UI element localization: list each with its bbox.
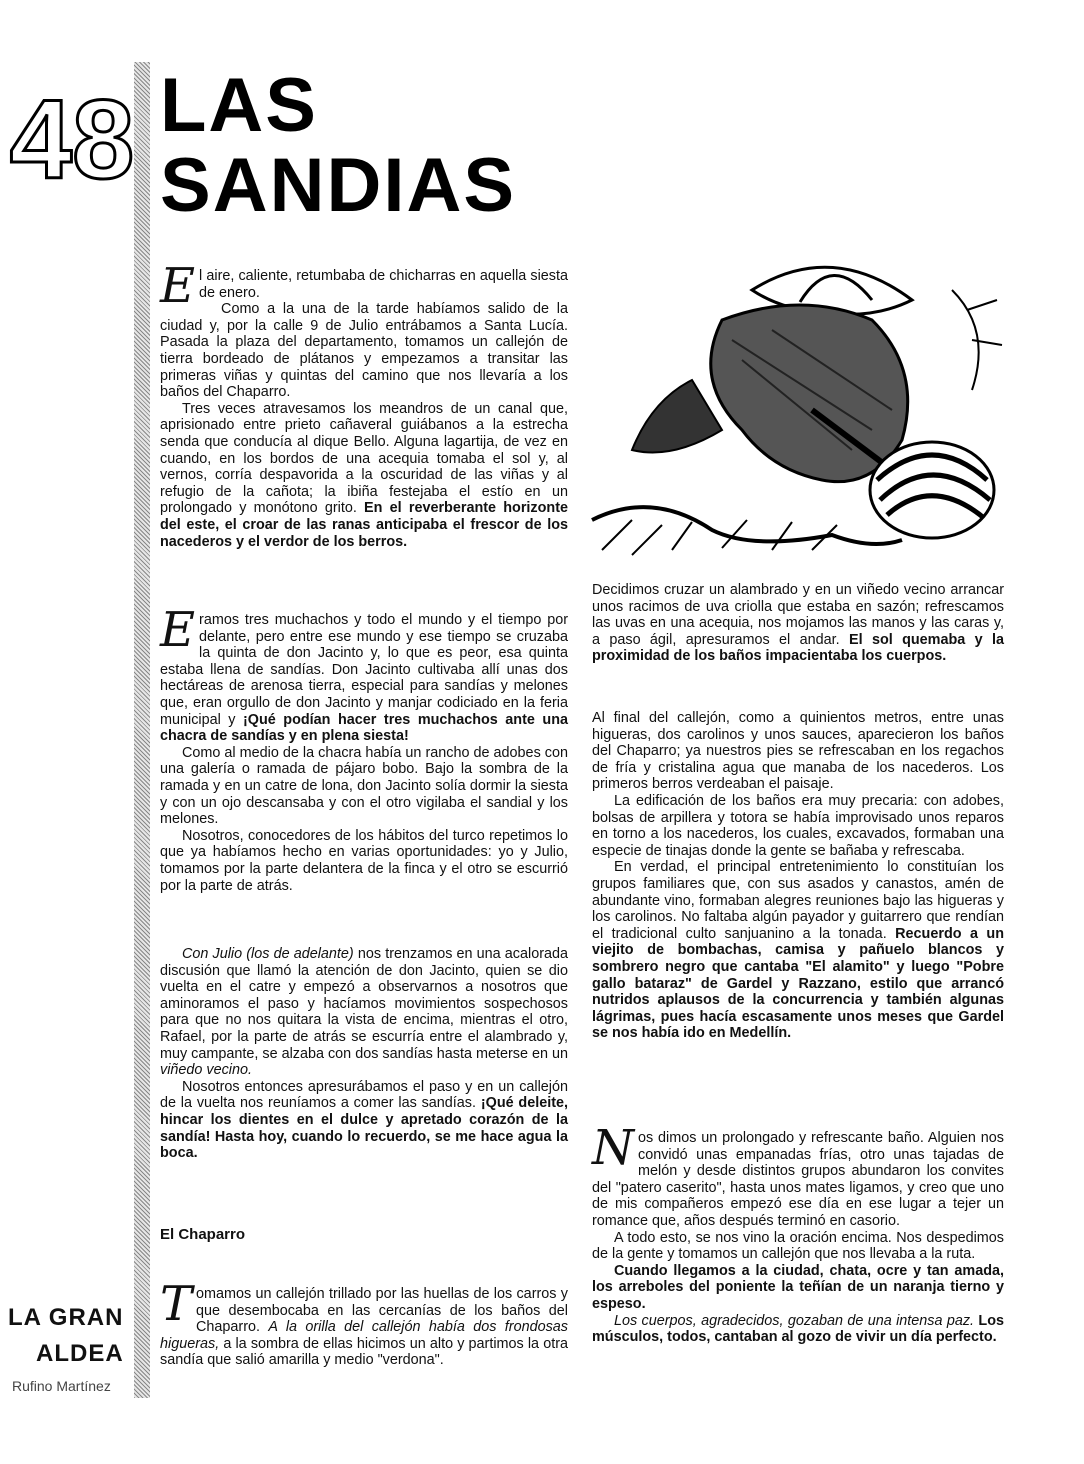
paragraph: Nos dimos un prolongado y refrescante baño. Alguien nos convidó unas empanadas frías, otro unas tajadas de melón y desde distintos grupos abundaron los convites del "patero caserito", hasta unos mates ligamos, y creo que uno de mis compañeros empezó ese día en ese lugar a tejer un romance que, años después terminó en casorio.	[592, 1120, 1004, 1229]
paragraph: Decidimos cruzar un alambrado y en un viñedo vecino arrancar unos racimos de uva criolla que estaba en sazón; refrescamos las uvas en una acequia, nos mojamos las manos y las caras y, a paso ágil, apresuramos el andar. El sol quemaba y la proximidad de los baños impacientaba los cuerpos.	[592, 582, 1004, 665]
svg-text:48: 48	[9, 77, 135, 202]
paragraph: Como a la una de la tarde habíamos salido de la ciudad y, por la calle 9 de Julio entrábamos a Santa Lucía. Pasada la plaza del departamento, tomamos un callejón de tierra bordeado de plátanos y empezamos a transitar las primeras viñas y quintas del camino que nos llevaría a los baños del Chaparro.	[160, 301, 568, 401]
paragraph: Los cuerpos, agradecidos, gozaban de una intensa paz. Los músculos, todos, cantaban al gozo de vivir un día perfecto.	[592, 1312, 1005, 1346]
subheading: El Chaparro	[160, 1226, 246, 1243]
title-line-2: SANDIAS	[160, 143, 517, 228]
page-number	[9, 70, 135, 202]
paragraph: Con Julio (los de adelante) nos trenzamos en una acalorada discusión que llamó la atención de don Jacinto, quien se dio vuelta en el catre y empezó a observarnos a nosotros que aminoramos el paso y hacíamos movimientos sospechosos para que no nos quitara la vista de encima, mientras el otro, Rafael, por la parte de atrás se escurría entre el alambrado y, muy campante, se alzaba con dos sandías hasta meterse en un viñedo vecino.	[160, 946, 569, 1079]
paragraph: En verdad, el principal entretenimiento lo constituían los grupos familiares que, con sus asados y canastos, amén de abundante vino, formaban alegres reuniones bajo las higueras y los carolinos. No faltaba algún payador y guitarrero que rendían el tradicional culto sanjuanino a la tonada. Recuerdo a un viejito de bombachas, camisa y pañuelo blancos y sombrero negro que cantaba "El alamito" y luego "Pobre gallo bataraz" de Gardel y Razzano, estilo que arrancó nutridos aplausos de la concurrencia y también algunas lágrimas, pues hacía escasamente unos meses que Gardel se nos había ido en Medellín.	[592, 859, 1005, 1042]
section-1	[160, 258, 568, 550]
title-line-1: LAS	[160, 63, 318, 148]
drop-cap: N	[592, 1120, 634, 1176]
paragraph: Nosotros entonces apresurábamos el paso y en un callejón de la vuelta nos reuníamos a comer las sandías. ¡Qué deleite, hincar los dientes en el dulce y apretado corazón de la sandía! Hasta hoy, cuando lo recuerdo, se me hace agua la boca.	[160, 1078, 568, 1162]
paragraph: Como al medio de la chacra había un rancho de adobes con una galería o ramada de pájaro bobo. Bajo la sombra de la ramada y en un catre de lona, don Jacinto solía dormir la siesta y con un ojo descansaba y con el otro vigilaba el sandial y los melones.	[160, 744, 568, 828]
article-title	[160, 63, 517, 228]
section-3	[160, 946, 568, 1162]
drop-cap: E	[160, 602, 196, 658]
section-2	[160, 602, 568, 894]
section-6	[592, 710, 1004, 1042]
paragraph: A todo esto, se nos vino la oración encima. Nos despedimos de la gente y tomamos un callejón que nos llevaba a la ruta.	[592, 1229, 1004, 1263]
vertical-stripe-divider	[134, 62, 150, 1398]
drop-cap: T	[160, 1276, 193, 1332]
paragraph: La edificación de los baños era muy precaria: con adobes, bolsas de arpillera y totora se había improvisado unos reparos en torno a los nacederos, los cuales, excavados, formaban una especie de tinajas donde la gente se bañaba y refrescaba.	[592, 792, 1004, 859]
paragraph: Nosotros, conocedores de los hábitos del turco repetimos lo que ya habíamos hecho en varias oportunidades: yo y Julio, tomamos por la parte delantera de la finca y el otro se escurrió por la parte de atrás.	[160, 827, 568, 894]
paragraph: Cuando llegamos a la ciudad, chata, ocre y tan amada, los arreboles del poniente la teñían de un naranja tierno y espeso.	[592, 1262, 1004, 1312]
paragraph: Al final del callejón, como a quinientos metros, entre unas higueras, dos carolinos y unos sauces, aparecieron los baños del Chaparro; ya nuestros pies se refrescaban en los regachos de fría y cristalina agua que manaba de los nacederos. Los primeros berros verdeaban el paisaje.	[592, 710, 1004, 793]
series-title-line-1: LA GRAN	[8, 1304, 124, 1331]
drop-cap: E	[160, 258, 196, 314]
section-7	[592, 1120, 1005, 1346]
paragraph: Tres veces atravesamos los meandros de un canal que, aprisionado entre prieto cañaveral guiábanos a la estrecha senda que conducía al dique Bello. Alguna lagartija, de vez en cuando, en los bordos de una acequia tomaba el sol y, al vernos, corría despavorida a la oscuridad de las viñas y al refugio de la cañota; la ibiña festejaba el estío en un prolongado y monótono grito. En el reverberante horizonte del este, el croar de las ranas anticipaba el frescor de los nacederos y el verdor de los berros.	[160, 400, 568, 550]
man-picking-watermelon-drawing	[572, 250, 1012, 570]
author-name: Rufino Martínez	[12, 1378, 111, 1394]
paragraph: Eramos tres muchachos y todo el mundo y el tiempo por delante, pero entre ese mundo y ese tiempo se cruzaba la quinta de don Jacinto y, lo que es peor, esa quinta estaba llena de sandías. Don Jacinto cultivaba allí unas dos hectáreas de arenosa tierra, especial para sandías y melones que, eran orgullo de don Jacinto y manjar codiciado en la feria municipal y ¡Qué podían hacer tres muchachos ante una chacra de sandías y en plena siesta!	[160, 602, 568, 745]
paragraph: El aire, caliente, retumbaba de chicharras en aquella siesta de enero.	[160, 258, 568, 314]
section-5	[592, 582, 1004, 665]
section-4	[160, 1276, 569, 1369]
series-title-line-2: ALDEA	[36, 1340, 124, 1367]
paragraph: Tomamos un callejón trillado por las huellas de los carros y que desembocaba en las cercanías de los baños del Chaparro. A la orilla del callejón había dos frondosas higueras, a la sombra de ellas hicimos un alto y partimos la otra sandía que salió amarilla y medio "verdona".	[160, 1276, 569, 1369]
